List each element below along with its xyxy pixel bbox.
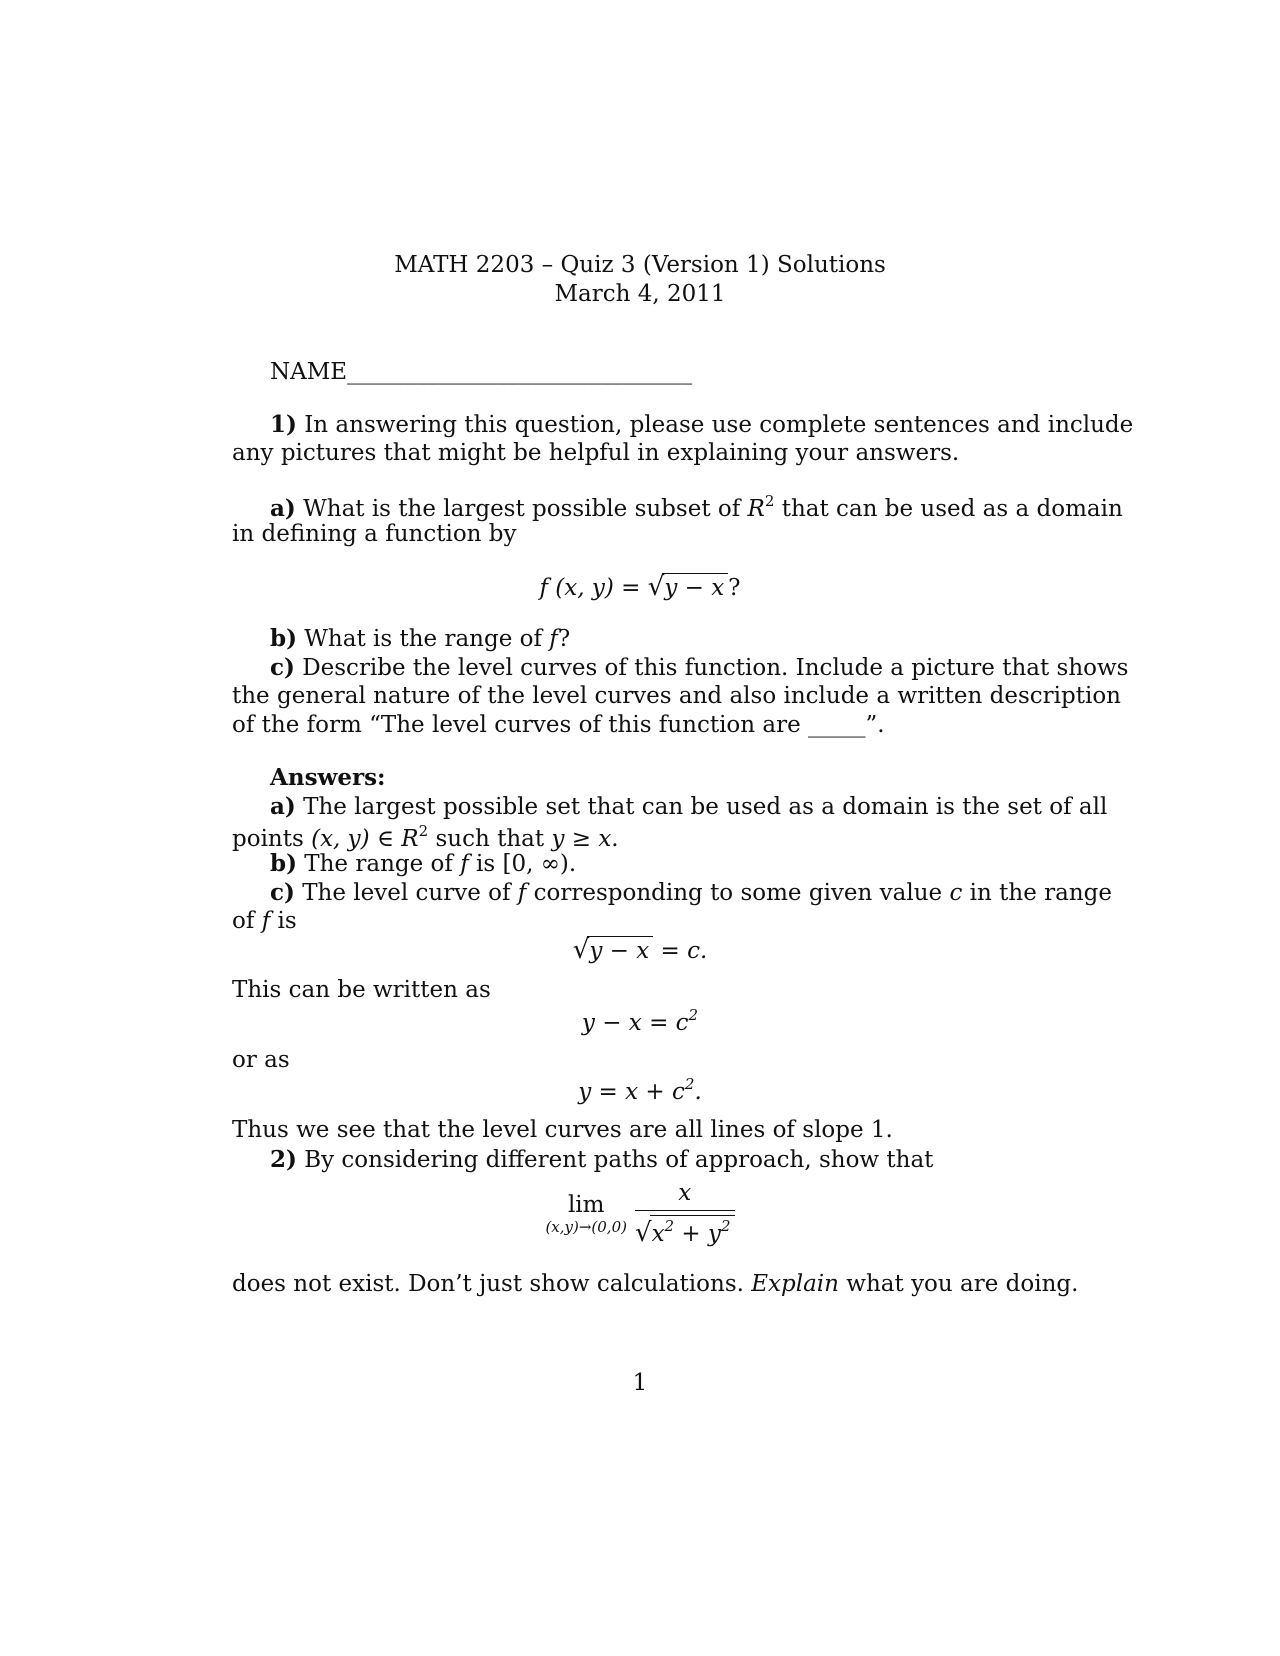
q1-intro-line2: any pictures that might be helpful in explaining your answers. (232, 440, 960, 466)
written-as-line: This can be written as (232, 977, 491, 1003)
level-curve-eq3 (0, 1075, 1280, 1105)
answer-c-line1 (270, 879, 1112, 906)
eq2-lhs: y − x = c (581, 1010, 689, 1036)
q1c-label: c) (270, 654, 295, 681)
answer-c-label: c) (270, 879, 295, 906)
q1c-line2: the general nature of the level curves and also include a written description (232, 683, 1121, 709)
answer-a-pre: points (232, 826, 304, 852)
den-x: x (651, 1221, 665, 1247)
eq3-end: . (694, 1079, 702, 1105)
q1a-line2: in defining a function by (232, 521, 517, 547)
q1b-label: b) (270, 625, 297, 652)
eq3-lhs: y = x + c (578, 1079, 685, 1105)
answer-b-line (270, 850, 576, 877)
q1c-line1 (270, 654, 1129, 681)
q1a-formula-end: ? (728, 575, 741, 601)
limit-operator (545, 1192, 627, 1236)
q1a-text-pre: What is the largest possible subset of (303, 496, 741, 522)
answer-a-line1 (270, 793, 1107, 820)
q2-number: 2) (270, 1146, 297, 1173)
sqrt-symbol: √ (647, 572, 665, 602)
answer-a-end: . (611, 826, 619, 852)
q1a-formula-radicand: y − x (662, 573, 728, 601)
fraction-numerator: x (635, 1180, 735, 1211)
answer-c-post: in the range (969, 880, 1112, 906)
answer-a-condition: y ≥ x (551, 826, 612, 852)
sqrt-symbol: √ (634, 1218, 652, 1248)
level-curve-eq2 (0, 1006, 1280, 1036)
name-label: NAME (270, 359, 348, 385)
denominator-radicand (650, 1215, 735, 1247)
answer-b-pre: The range of (304, 851, 453, 877)
eq3-exp: 2 (684, 1075, 695, 1093)
q2-end-emphasis: Explain (751, 1271, 839, 1297)
limit-fraction (635, 1180, 735, 1248)
q1a-set-exp: 2 (764, 492, 775, 510)
limit-expression (0, 1180, 1280, 1248)
lim-subscript: (x,y)→(0,0) (545, 1218, 627, 1236)
q1b-var: f (549, 626, 558, 652)
answer-c-pre: The level curve of (302, 880, 511, 906)
answer-a-set: R (401, 826, 419, 852)
q1a-label: a) (270, 495, 296, 522)
q1-intro-line1 (270, 411, 1133, 438)
q1c-line3: of the form “The level curves of this function are _____”. (232, 712, 885, 738)
answer-c2-pre: of (232, 908, 255, 934)
den-x-exp: 2 (664, 1217, 675, 1235)
den-y: y (708, 1221, 721, 1247)
q2-end-pre: does not exist. Don’t just show calculations. (232, 1271, 744, 1297)
answer-b-interval: [0, ∞) (502, 851, 569, 877)
answer-b-label: b) (270, 850, 297, 877)
answer-c-var: f (517, 880, 527, 906)
q2-line (270, 1146, 933, 1173)
answer-c2-var: f (261, 908, 271, 934)
q1b-end: ? (557, 626, 571, 652)
document-date: March 4, 2011 (554, 281, 726, 307)
answers-heading: Answers: (270, 764, 386, 791)
answer-b-mid: is (476, 851, 496, 877)
q1a-line1 (270, 492, 1123, 522)
name-line (270, 359, 692, 385)
q2-end-line (232, 1271, 1078, 1297)
answer-a-label: a) (270, 793, 296, 820)
q2-text: By considering different paths of approach, show that (304, 1147, 934, 1173)
q1-number: 1) (270, 411, 297, 438)
eq2-exp: 2 (688, 1006, 699, 1024)
answer-a-point: (x, y) ∈ (311, 826, 394, 852)
den-y-exp: 2 (721, 1217, 731, 1235)
q1a-text-post: that can be used as a domain (781, 496, 1123, 522)
answer-c2-post: is (277, 908, 297, 934)
eq1-rhs: = c. (660, 938, 708, 964)
answer-c-line2 (232, 908, 297, 934)
fraction-denominator (635, 1211, 735, 1248)
q1-intro-text1: In answering this question, please use complete sentences and include (304, 412, 1134, 438)
answer-a-text1: The largest possible set that can be used as a domain is the set of all (303, 794, 1108, 820)
or-as-line: or as (232, 1047, 290, 1073)
answer-c-mid: corresponding to some given value (533, 880, 943, 906)
q1b-line (270, 625, 570, 652)
page-number: 1 (632, 1370, 648, 1396)
q1a-set: R (747, 496, 765, 522)
answer-b-end: . (568, 851, 577, 877)
name-blank: ______________________________ (347, 359, 693, 385)
eq1-radicand: y − x (587, 936, 653, 964)
answer-b-var: f (460, 851, 469, 877)
answer-a-line2 (232, 822, 619, 852)
answer-c-const: c (949, 880, 963, 906)
answer-a-set-exp: 2 (418, 822, 429, 840)
lim-word: lim (567, 1192, 605, 1218)
den-plus: + (674, 1221, 708, 1247)
q1c-text1: Describe the level curves of this function. Include a picture that shows (302, 655, 1129, 681)
conclusion-line: Thus we see that the level curves are all lines of slope 1. (232, 1117, 893, 1143)
answer-a-mid: such that (435, 826, 545, 852)
q2-end-post: what you are doing. (846, 1271, 1079, 1297)
q1b-text: What is the range of (304, 626, 542, 652)
document-title: MATH 2203 – Quiz 3 (Version 1) Solutions (394, 252, 886, 278)
level-curve-eq1 (0, 935, 1280, 965)
q1a-formula-lhs: f (x, y) = (539, 575, 641, 601)
sqrt-symbol: √ (572, 935, 590, 965)
q1a-formula (0, 572, 1280, 602)
